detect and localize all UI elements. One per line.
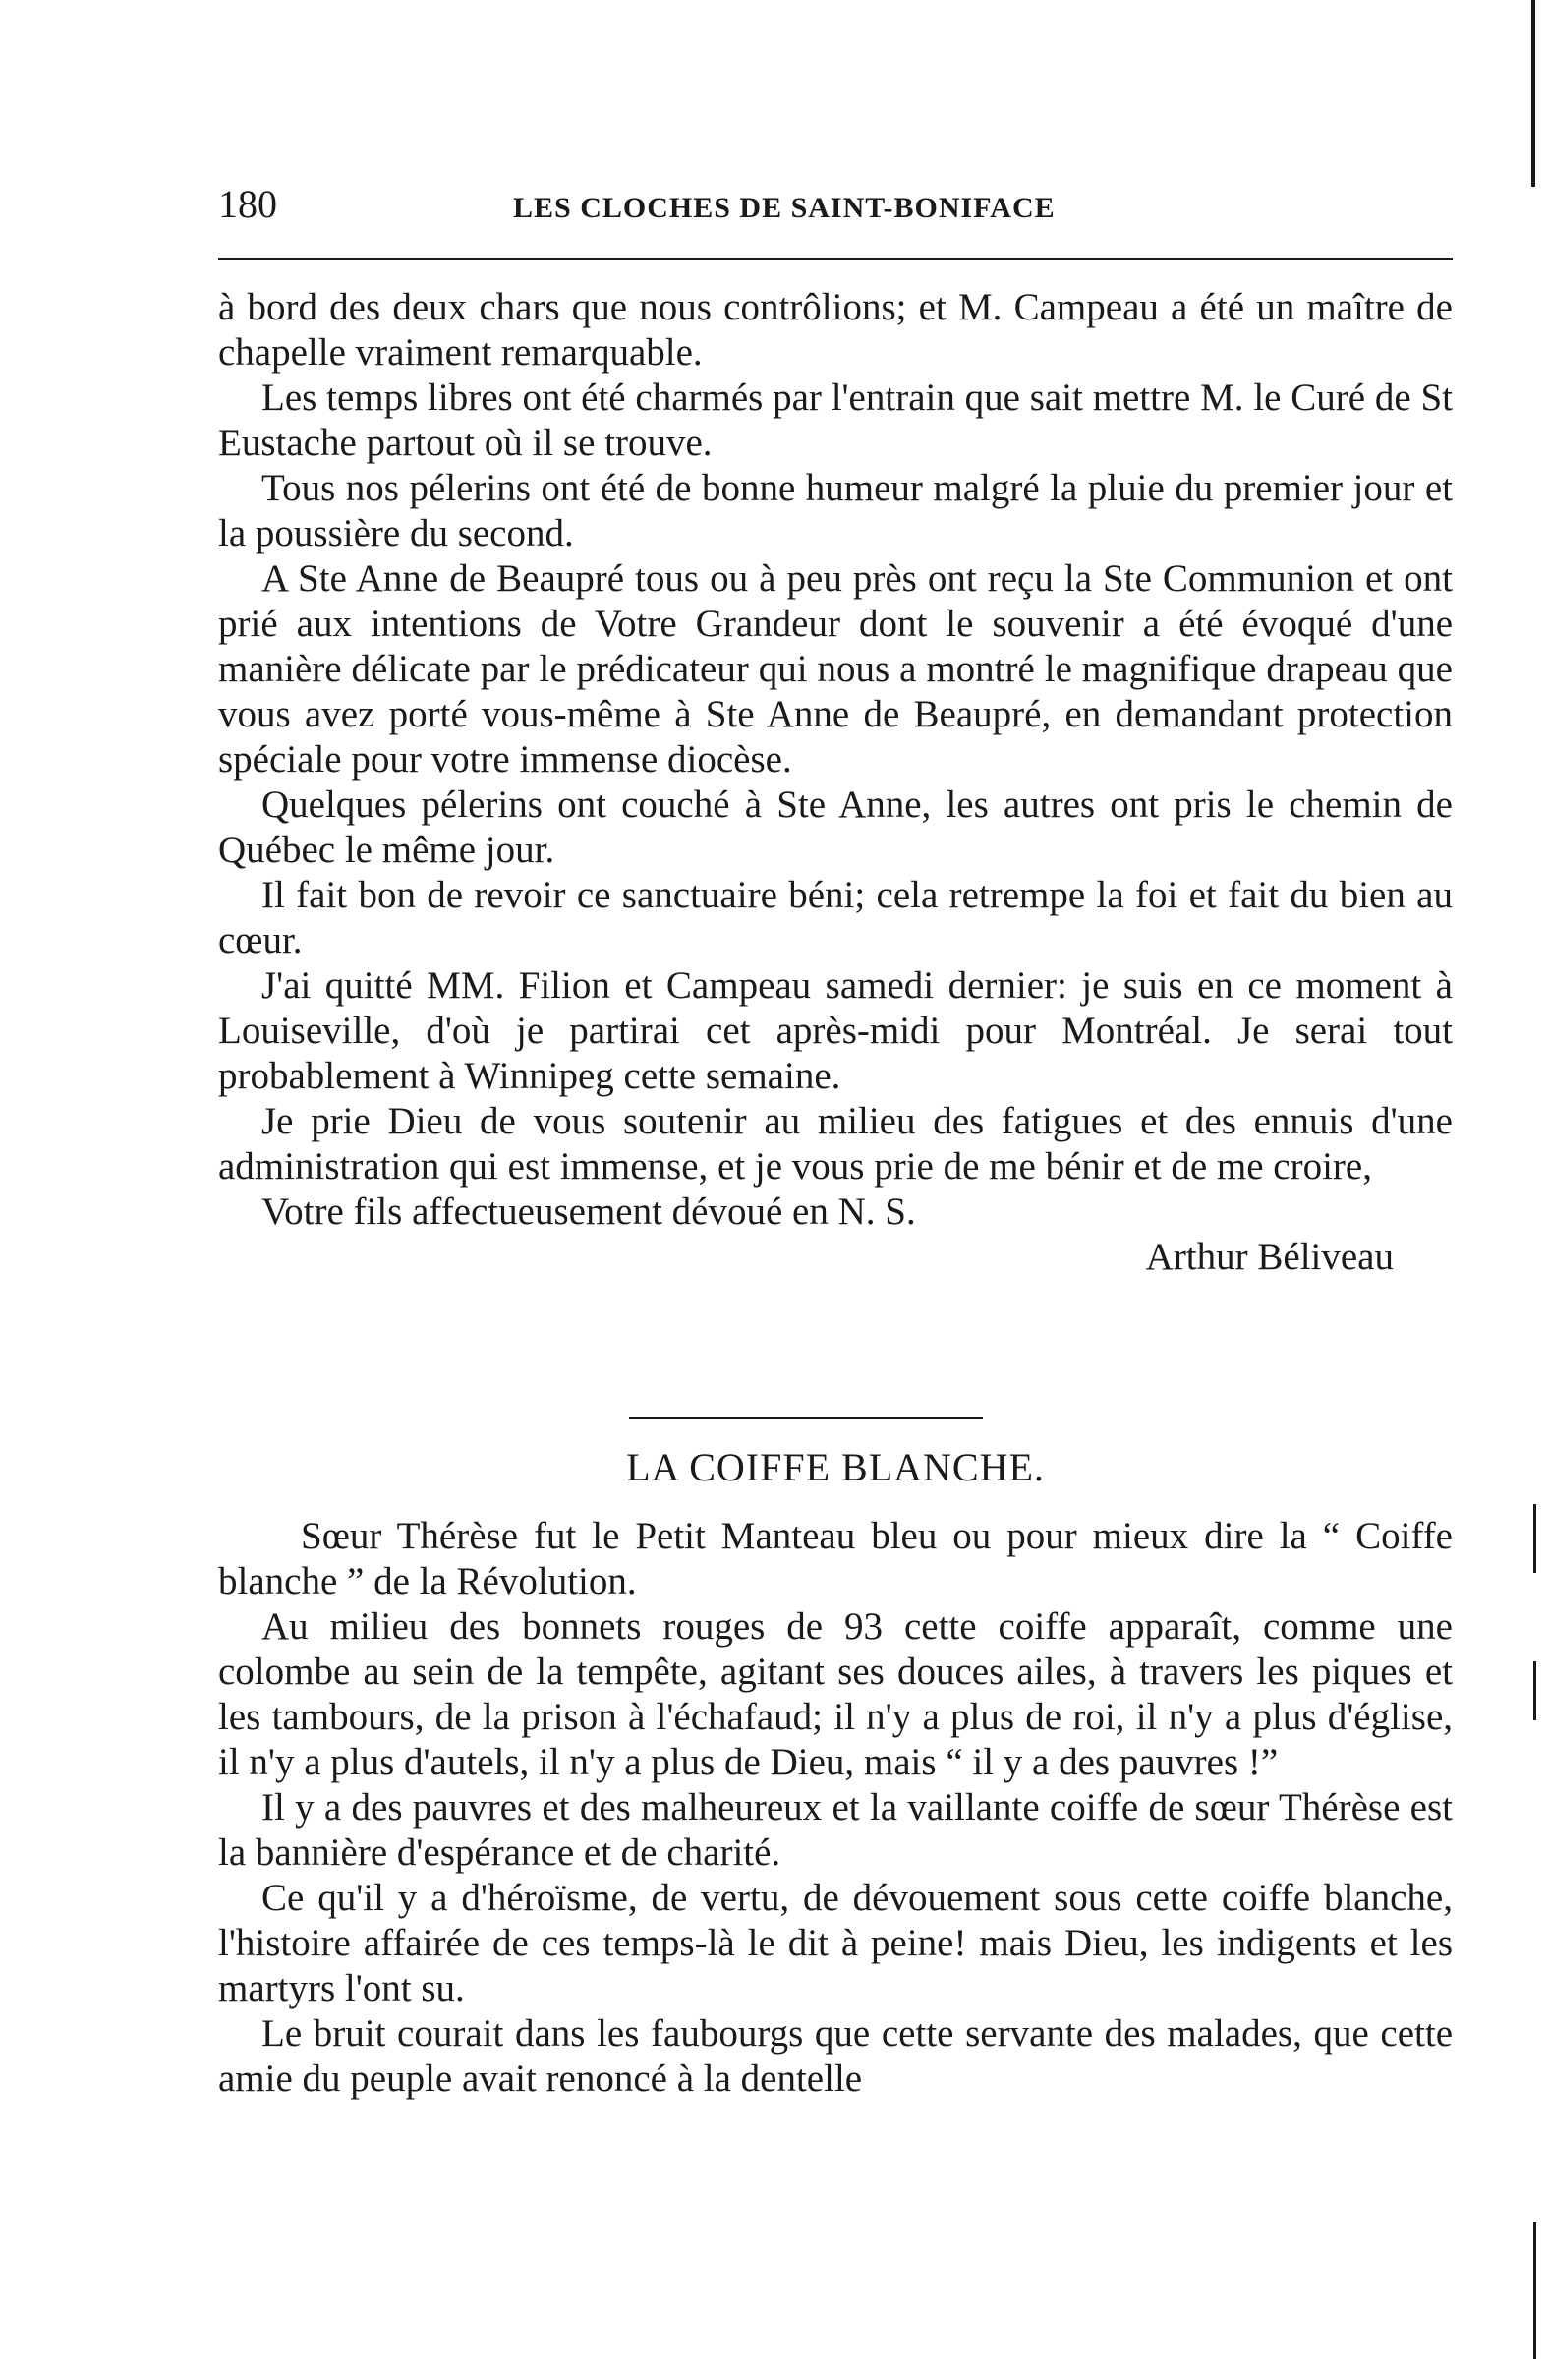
page-header (218, 181, 1453, 240)
letter-paragraph: Je prie Dieu de vous soutenir au milieu des fatigues et des ennuis d'une administration qui est immense, et je vous prie de me bénir et de me croire, (218, 1100, 1453, 1188)
letter-paragraph: Il fait bon de revoir ce sanctuaire béni; cela retrempe la foi et fait du bien au cœur. (218, 874, 1453, 961)
running-title: LES CLOCHES DE SAINT-BONIFACE (513, 192, 1056, 224)
letter-signature: Arthur Béliveau (1145, 1236, 1394, 1278)
letter-paragraph: Quelques pélerins ont couché à Ste Anne, les autres ont pris le chemin de Québec le même jour. (218, 784, 1453, 871)
section-paragraph: Sœur Thérèse fut le Petit Manteau bleu ou pour mieux dire la “ Coiffe blanche ” de la Révolution. (218, 1515, 1453, 1602)
letter-paragraph: A Ste Anne de Beaupré tous ou à peu près ont reçu la Ste Communion et ont prié aux intentions de Votre Grandeur dont le souvenir a été évoqué d'une manière délicate par le prédicateur qui nous a montré le magnifique drapeau que vous avez porté vous-même à Ste Anne de Beaupré, en demandant protection spéciale pour votre immense diocèse. (218, 557, 1453, 781)
letter-text (218, 285, 1453, 1280)
section-paragraph: Il y a des pauvres et des malheureux et la vaillante coiffe de sœur Thérèse est la bannière d'espérance et de charité. (218, 1786, 1453, 1874)
section-paragraph: Le bruit courait dans les faubourgs que cette servante des malades, que cette amie du peuple avait renoncé à la dentelle (218, 2012, 1453, 2100)
section-divider (629, 1417, 983, 1419)
section-title: LA COIFFE BLANCHE. (626, 1445, 1045, 1489)
scan-edge-mark (1531, 0, 1535, 187)
header-rule (218, 258, 1453, 260)
scan-edge-mark (1533, 2222, 1536, 2359)
letter-closing: Votre fils affectueusement dévoué en N. S. (261, 1190, 916, 1233)
section-paragraph: Ce qu'il y a d'héroïsme, de vertu, de dévouement sous cette coiffe blanche, l'histoire affairée de ces temps-là le dit à peine! mais Dieu, les indigents et les martyrs l'ont su. (218, 1877, 1453, 2009)
letter-paragraph: J'ai quitté MM. Filion et Campeau samedi dernier: je suis en ce moment à Louiseville, d'où je partirai cet après-midi pour Montréal. Je serai tout probablement à Winnipeg cette semaine. (218, 964, 1453, 1097)
section-text (218, 1514, 1453, 2102)
letter-paragraph: Les temps libres ont été charmés par l'entrain que sait mettre M. le Curé de St Eustache partout où il se trouve. (218, 377, 1453, 464)
page-number: 180 (218, 182, 277, 226)
letter-paragraph: Tous nos pélerins ont été de bonne humeur malgré la pluie du premier jour et la poussière du second. (218, 467, 1453, 554)
scan-edge-mark (1533, 1661, 1536, 1720)
letter-paragraph: à bord des deux chars que nous contrôlions; et M. Campeau a été un maître de chapelle vraiment remarquable. (218, 286, 1453, 374)
section-paragraph: Au milieu des bonnets rouges de 93 cette coiffe apparaît, comme une colombe au sein de la tempête, agitant ses douces ailes, à travers les piques et les tambours, de la prison à l'échafaud; il n'y a plus de roi, il n'y a plus d'église, il n'y a plus d'autels, il n'y a plus de Dieu, mais “ il y a des pauvres !” (218, 1605, 1453, 1783)
scan-edge-mark (1533, 1504, 1536, 1573)
